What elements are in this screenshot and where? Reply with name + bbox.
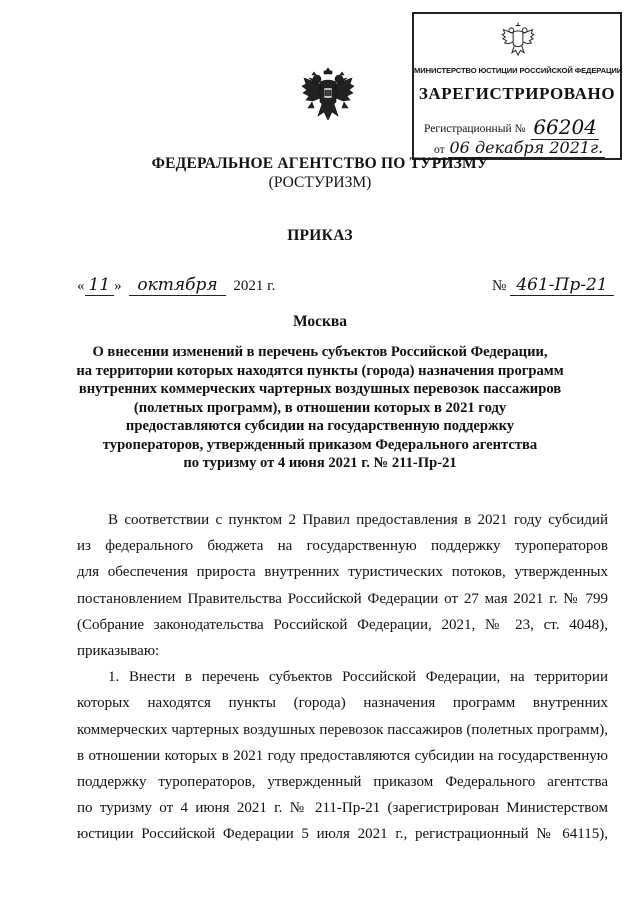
order-month: октября bbox=[129, 275, 225, 296]
body-line: постановлением Правительства Российской Федерации от 27 мая 2021 г. № 799 bbox=[77, 590, 608, 607]
registration-stamp bbox=[412, 12, 622, 160]
agency-name: ФЕДЕРАЛЬНОЕ АГЕНТСТВО ПО ТУРИЗМУ bbox=[151, 155, 489, 172]
document-type: ПРИКАЗ bbox=[287, 227, 353, 244]
body-line: приказываю: bbox=[77, 642, 160, 659]
stamp-date-prefix: от bbox=[434, 144, 445, 156]
body-line: юстиции Российской Федерации 5 июля 2021 г., регистрационный № 64115), bbox=[77, 826, 608, 843]
stamp-registered: ЗАРЕГИСТРИРОВАНО bbox=[418, 84, 616, 103]
order-number-label: № bbox=[492, 278, 507, 294]
agency-abbreviation: (РОСТУРИЗМ) bbox=[268, 174, 372, 191]
title-line: туроператоров, утвержденный приказом Федерального агентства bbox=[102, 436, 538, 453]
body-line: (Собрание законодательства Российской Федерации, 2021, № 23, ст. 4048), bbox=[77, 616, 608, 633]
body-line: по туризму от 4 июня 2021 г. № 211-Пр-21 (зарегистрирован Министерством bbox=[77, 800, 608, 817]
body-text bbox=[77, 507, 608, 847]
body-line: в отношении которых в 2021 году предоставляются субсидии на государственную bbox=[77, 747, 608, 764]
stamp-reg-label: Регистрационный № bbox=[424, 123, 526, 135]
city: Москва bbox=[292, 313, 348, 330]
body-line: В соответствии с пунктом 2 Правил предоставления в 2021 году субсидий bbox=[108, 512, 608, 528]
stamp-ministry: МИНИСТЕРСТВО ЮСТИЦИИ РОССИЙСКОЙ ФЕДЕРАЦИИ bbox=[414, 66, 623, 75]
order-title bbox=[70, 343, 570, 473]
title-line: внутренних коммерческих чартерных воздушных перевозок пассажиров bbox=[78, 381, 562, 397]
stamp-date-value: 06 декабря 2021г. bbox=[449, 138, 604, 157]
stamp-reg-line bbox=[424, 113, 599, 137]
title-line: на территории которых находятся пункты (города) назначения программ bbox=[76, 362, 564, 379]
coat-of-arms-emblem bbox=[300, 62, 356, 128]
body-line: для обеспечения прироста внутренних туристических потоков, утвержденных bbox=[77, 564, 608, 581]
date-quote-open: « bbox=[77, 278, 85, 294]
stamp-reg-number: 66204 bbox=[533, 115, 597, 139]
body-line: которых находятся пункты (города) назначения программ внутренних bbox=[77, 695, 608, 712]
title-line: по туризму от 4 июня 2021 г. № 211-Пр-21 bbox=[183, 455, 457, 471]
body-line: 1. Внести в перечень субъектов Российской Федерации, на территории bbox=[108, 669, 608, 686]
order-number-row bbox=[492, 275, 614, 295]
body-line: коммерческих чартерных воздушных перевозок пассажиров (полетных программ), bbox=[77, 721, 608, 738]
order-number: 461-Пр-21 bbox=[510, 275, 613, 296]
order-year: 2021 г. bbox=[233, 278, 276, 294]
stamp-emblem-icon bbox=[500, 20, 536, 60]
title-line: О внесении изменений в перечень субъектов Российской Федерации, bbox=[92, 344, 548, 360]
order-date bbox=[77, 275, 275, 295]
title-line: предоставляются субсидии на государственную поддержку bbox=[125, 418, 515, 434]
title-line: (полетных программ), в отношении которых в 2021 году bbox=[133, 399, 507, 416]
body-line: поддержку туроператоров, утвержденный приказом Федерального агентства bbox=[77, 773, 608, 790]
order-day: 11 bbox=[85, 275, 115, 296]
body-line: из федерального бюджета на государственную поддержку туроператоров bbox=[77, 538, 608, 555]
date-quote-close: » bbox=[114, 278, 122, 294]
